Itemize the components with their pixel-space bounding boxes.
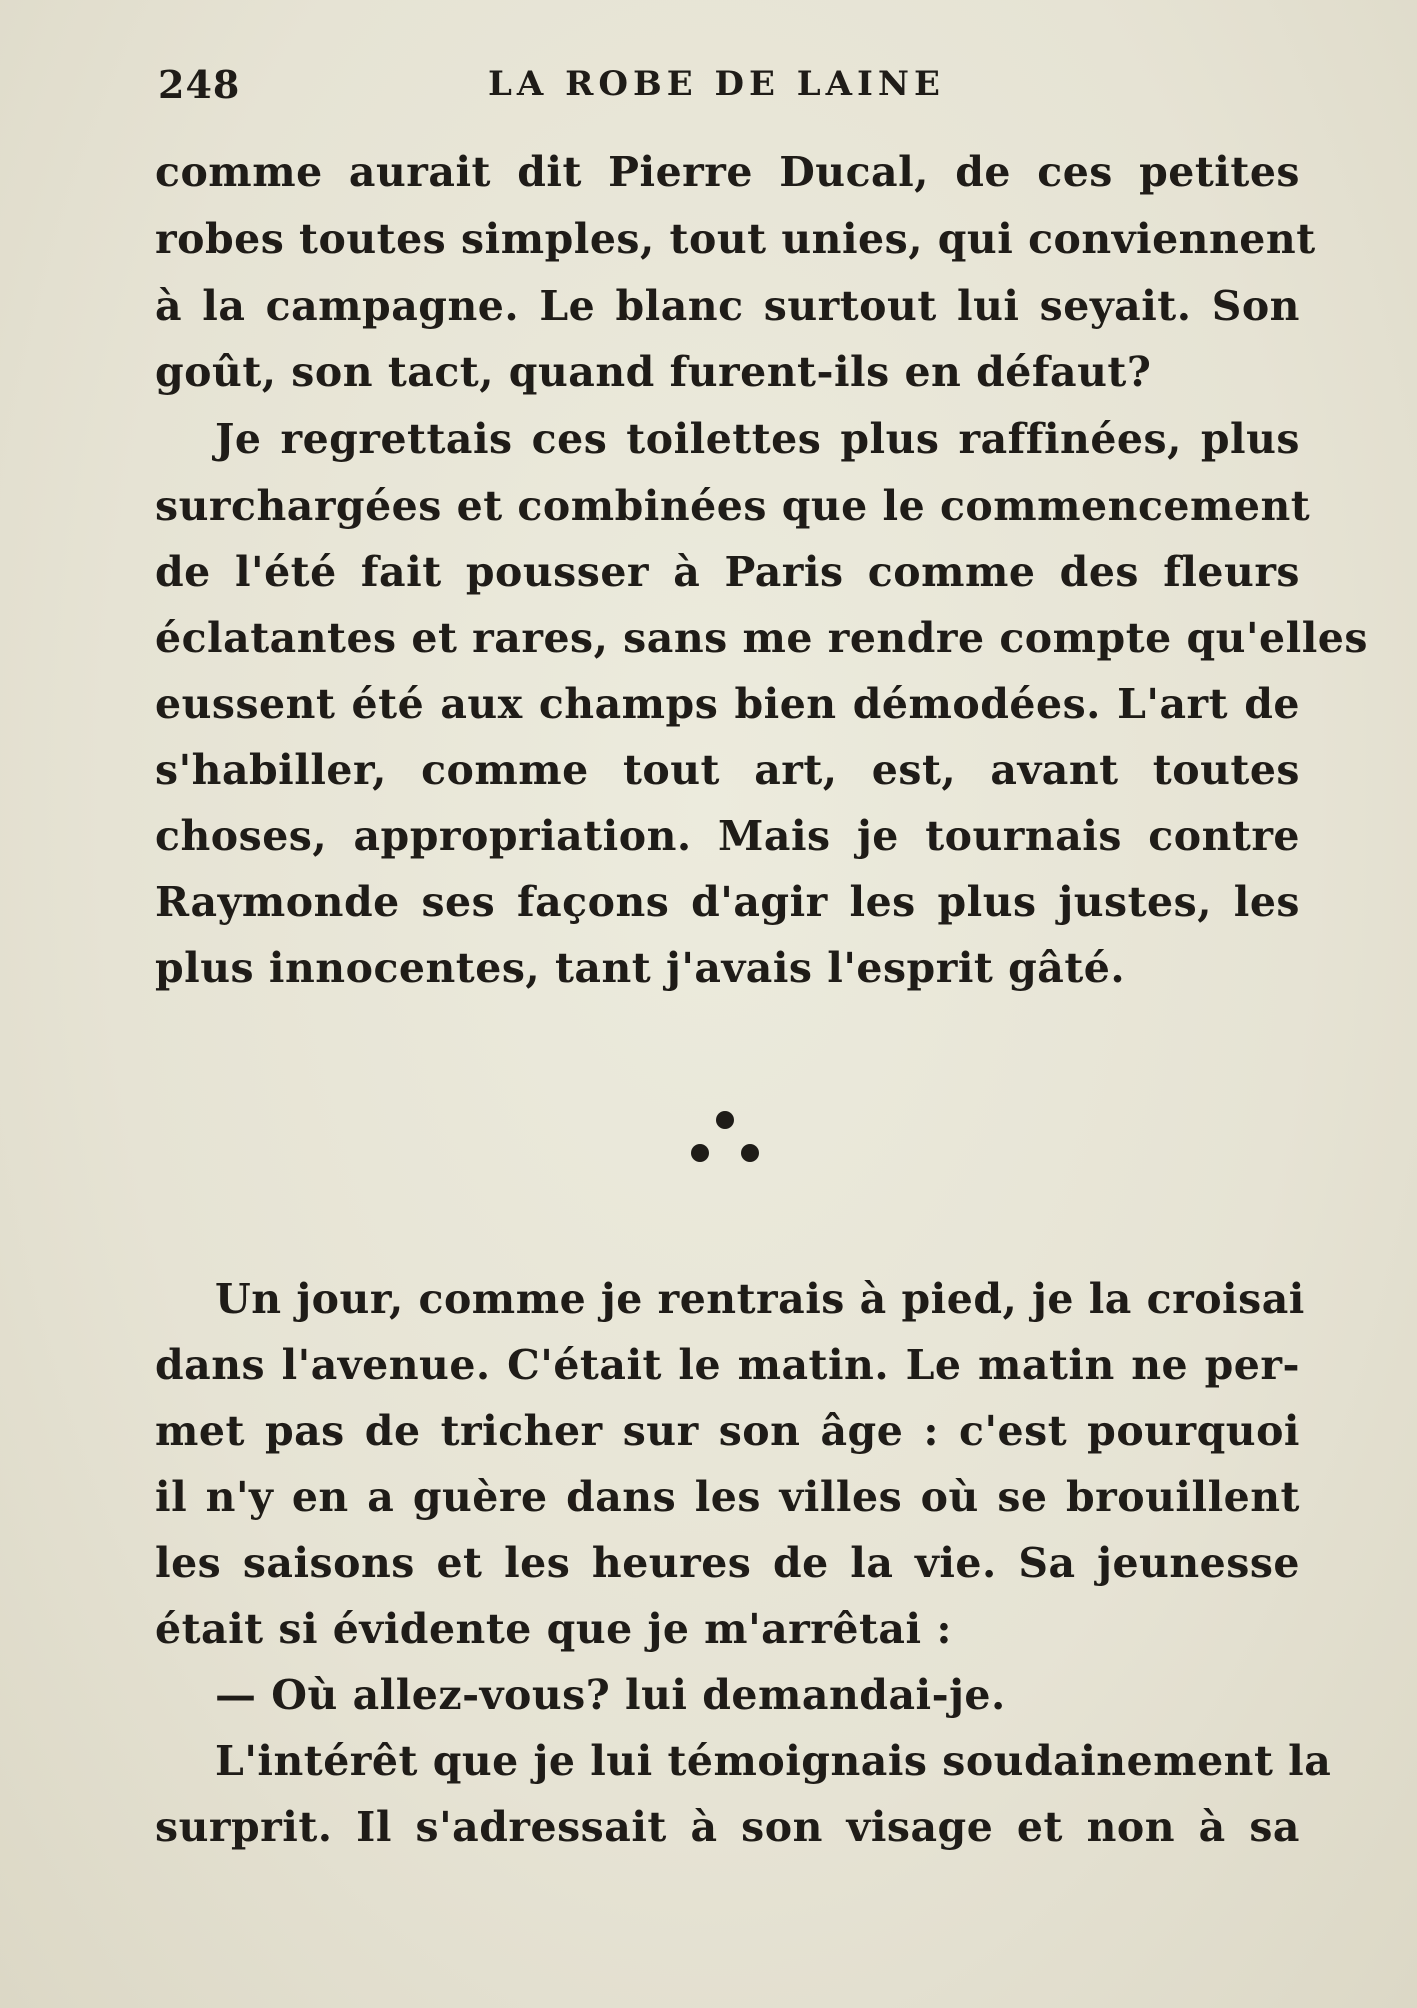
text-line: goût, son tact, quand furent-ils en défaut? — [155, 348, 1152, 396]
dialogue-line: — Où allez-vous? lui demandai-je. — [215, 1671, 1006, 1719]
text-line: eussent été aux champs bien démodées. L'art de — [155, 680, 1300, 728]
text-line: surprit. Il s'adressait à son visage et non à sa — [155, 1803, 1300, 1851]
text-line: robes toutes simples, tout unies, qui conviennent — [155, 215, 1316, 263]
text-line: dans l'avenue. C'était le matin. Le matin ne per- — [155, 1341, 1300, 1389]
text-line: de l'été fait pousser à Paris comme des fleurs — [155, 548, 1300, 596]
running-title: LA ROBE DE LAINE — [488, 64, 945, 104]
text-line: met pas de tricher sur son âge : c'est pourquoi — [155, 1407, 1300, 1455]
text-line: Un jour, comme je rentrais à pied, je la croisai — [215, 1275, 1305, 1323]
text-line: était si évidente que je m'arrêtai : — [155, 1605, 952, 1653]
text-line: éclatantes et rares, sans me rendre compte qu'elles — [155, 614, 1368, 662]
text-line: Raymonde ses façons d'agir les plus justes, les — [155, 878, 1300, 926]
text-line: plus innocentes, tant j'avais l'esprit gâté. — [155, 944, 1126, 992]
text-line: comme aurait dit Pierre Ducal, de ces petites — [155, 148, 1300, 196]
ornament-dot-top — [716, 1111, 734, 1129]
page-number: 248 — [158, 62, 241, 107]
text-line: s'habiller, comme tout art, est, avant toutes — [155, 746, 1300, 794]
text-line: Je regrettais ces toilettes plus raffinées, plus — [215, 415, 1300, 463]
text-line: choses, appropriation. Mais je tournais contre — [155, 812, 1300, 860]
ornament-dot-right — [741, 1144, 759, 1162]
text-line: à la campagne. Le blanc surtout lui seyait. Son — [155, 282, 1300, 330]
text-line: L'intérêt que je lui témoignais soudainement la — [215, 1737, 1332, 1785]
text-line: il n'y en a guère dans les villes où se brouillent — [155, 1473, 1300, 1521]
text-line: les saisons et les heures de la vie. Sa jeunesse — [155, 1539, 1300, 1587]
text-line: surchargées et combinées que le commencement — [155, 482, 1311, 530]
three-asterism-ornament-icon — [680, 1105, 770, 1175]
ornament-dot-left — [691, 1144, 709, 1162]
page-header — [158, 62, 1298, 112]
